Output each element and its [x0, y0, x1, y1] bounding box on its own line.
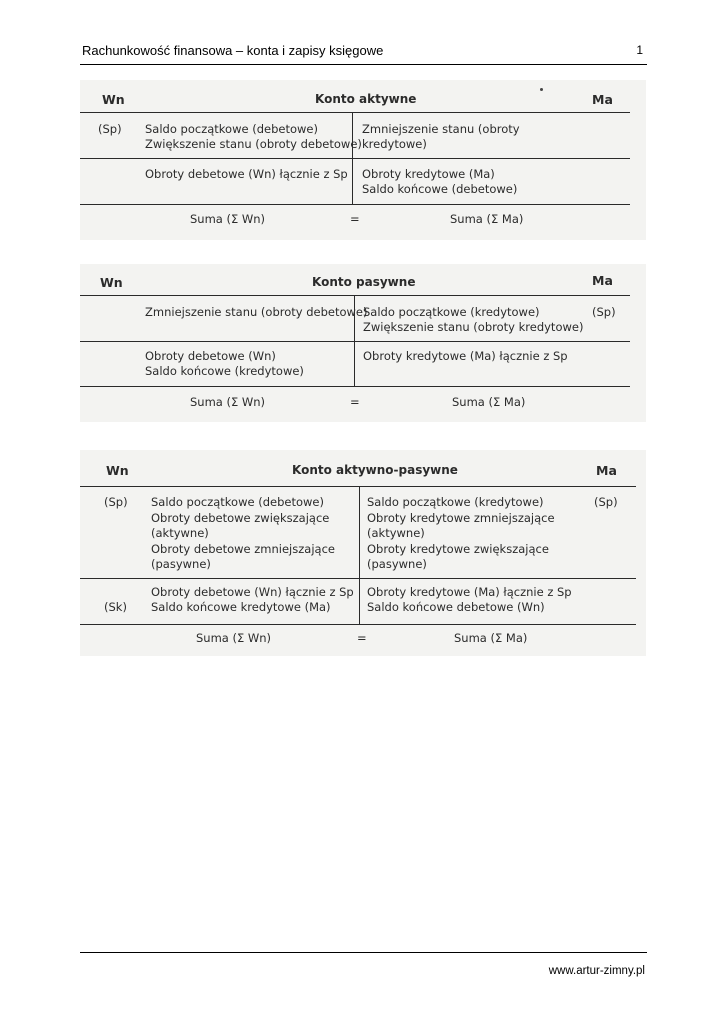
header-rule — [80, 486, 636, 487]
debit-sum: Suma (Σ Wn) — [190, 395, 266, 409]
debit-total-line: Obroty debetowe (Wn) łącznie z Sp — [145, 167, 348, 181]
credit-entry-line: Obroty kredytowe zwiększające — [367, 541, 549, 556]
debit-entry-line: Obroty debetowe zmniejszające — [151, 541, 335, 556]
debit-entry-line: Obroty debetowe zwiększające — [151, 510, 330, 525]
credit-total-line: Saldo końcowe debetowe (Wn) — [367, 600, 545, 614]
debit-sum: Suma (Σ Wn) — [196, 631, 272, 645]
account-title: Konto aktywno-pasywne — [292, 463, 458, 477]
page-number: 1 — [636, 43, 643, 57]
t-account-divider — [359, 487, 360, 625]
row-rule — [80, 341, 630, 342]
equals-sign: = — [350, 212, 360, 226]
equals-sign: = — [350, 395, 360, 409]
debit-entry-line: (pasywne) — [151, 557, 211, 571]
credit-total-line: Obroty kredytowe (Ma) łącznie z Sp — [367, 585, 572, 599]
opening-balance-marker: (Sp) — [594, 495, 618, 509]
credit-sum: Suma (Σ Ma) — [450, 212, 524, 226]
account-title: Konto aktywne — [315, 92, 417, 106]
debit-total-line: Obroty debetowe (Wn) łącznie z Sp — [151, 585, 354, 599]
credit-entry-line: Saldo początkowe (kredytowe) — [363, 305, 540, 319]
debit-entry-line: Zwiększenie stanu (obroty debetowe) — [145, 137, 362, 151]
credit-entry-line: kredytowe) — [362, 137, 427, 151]
credit-sum: Suma (Σ Ma) — [454, 631, 528, 645]
website-link[interactable]: www.artur-zimny.pl — [548, 965, 645, 977]
sum-rule — [80, 204, 630, 205]
row-rule — [80, 578, 636, 579]
sum-rule — [80, 624, 636, 625]
debit-total-line: Obroty debetowe (Wn) — [145, 349, 276, 363]
sum-rule — [80, 386, 630, 387]
row-rule — [80, 158, 630, 159]
credit-entry-line: Saldo początkowe (kredytowe) — [367, 495, 544, 509]
account-panel-pasywne — [80, 264, 646, 422]
debit-entry-line: (aktywne) — [151, 526, 209, 540]
equals-sign: = — [357, 631, 367, 645]
document-title: Rachunkowość finansowa – konta i zapisy księgowe — [82, 43, 384, 58]
credit-entry-line: Obroty kredytowe zmniejszające — [367, 510, 555, 525]
credit-sum: Suma (Σ Ma) — [452, 395, 526, 409]
account-panel-aktywne — [80, 80, 646, 240]
credit-side-label: Ma — [592, 273, 613, 288]
opening-balance-marker: (Sp) — [592, 305, 616, 319]
debit-side-label: Wn — [106, 463, 129, 478]
debit-sum: Suma (Σ Wn) — [190, 212, 266, 226]
debit-entry-line: Zmniejszenie stanu (obroty debetowe) — [145, 305, 368, 319]
credit-total-line: Obroty kredytowe (Ma) łącznie z Sp — [363, 349, 568, 363]
debit-total-line: Saldo końcowe (kredytowe) — [145, 364, 304, 378]
header-rule — [80, 112, 630, 113]
opening-balance-marker: (Sp) — [98, 122, 122, 136]
credit-entry-line: (aktywne) — [367, 526, 425, 540]
credit-entry-line: (pasywne) — [367, 557, 427, 571]
opening-balance-marker: (Sp) — [104, 495, 128, 509]
debit-entry-line: Saldo początkowe (debetowe) — [151, 495, 324, 509]
credit-entry-line: Zwiększenie stanu (obroty kredytowe) — [363, 320, 584, 334]
scan-speck — [540, 88, 543, 91]
debit-side-label: Wn — [100, 275, 123, 290]
t-account-divider — [352, 113, 353, 205]
debit-total-line: Saldo końcowe kredytowe (Ma) — [151, 600, 331, 614]
closing-balance-marker: (Sk) — [104, 600, 127, 614]
credit-side-label: Ma — [596, 463, 617, 478]
credit-total-line: Saldo końcowe (debetowe) — [362, 182, 518, 196]
credit-total-line: Obroty kredytowe (Ma) — [362, 167, 495, 181]
debit-side-label: Wn — [102, 92, 125, 107]
account-panel-aktywno-pasywne — [80, 450, 646, 656]
account-title: Konto pasywne — [312, 275, 416, 289]
credit-side-label: Ma — [592, 92, 613, 107]
credit-entry-line: Zmniejszenie stanu (obroty — [362, 122, 520, 136]
header-rule — [80, 295, 630, 296]
debit-entry-line: Saldo początkowe (debetowe) — [145, 122, 318, 136]
page-footer — [80, 952, 647, 983]
page-header — [80, 40, 647, 65]
